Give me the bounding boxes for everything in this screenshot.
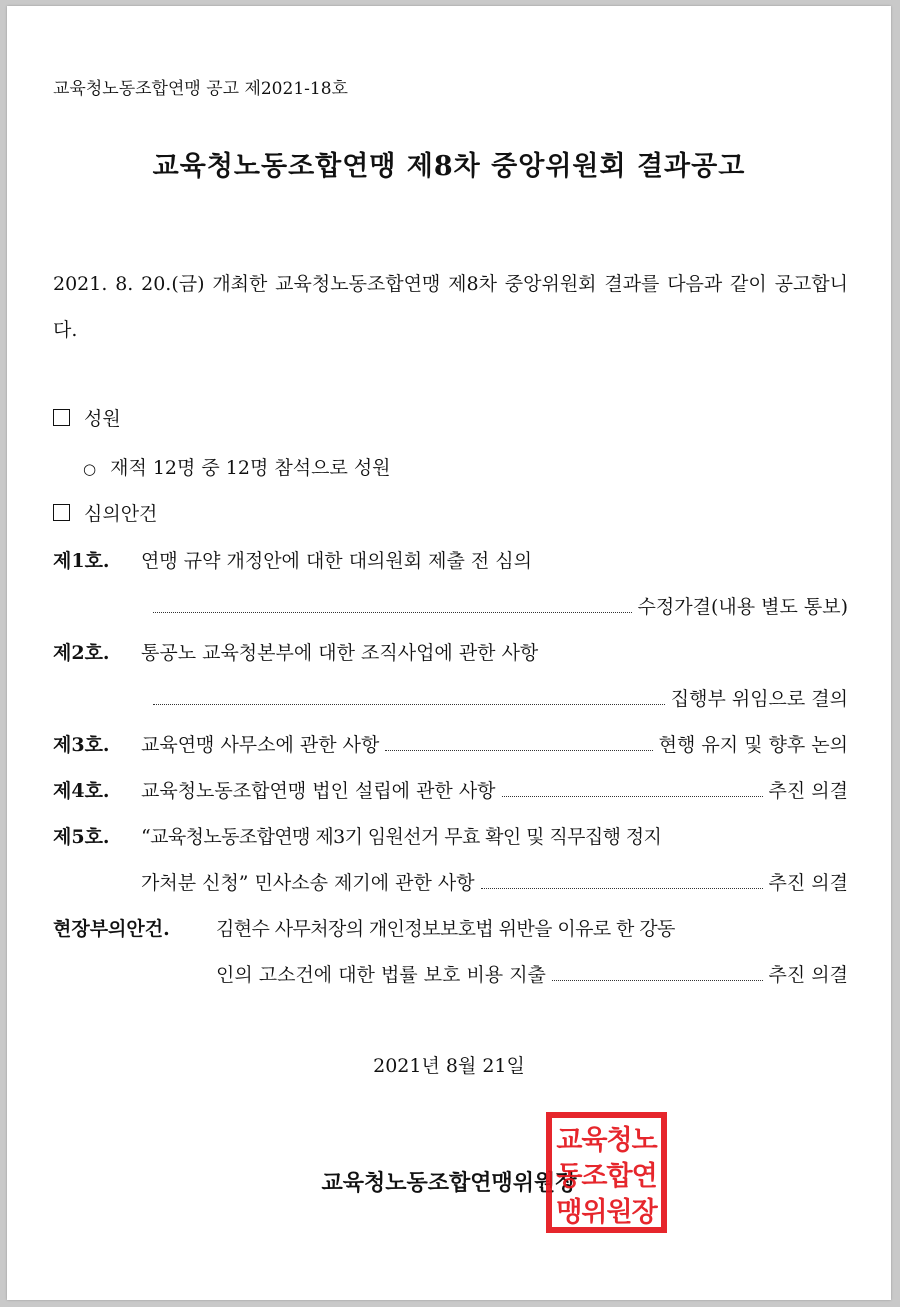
item-text: 김현수 사무처장의 개인정보보호법 위반을 이유로 한 강동 [216, 918, 675, 940]
agenda-item-5-result [141, 868, 848, 895]
item-text-continued: 가처분 신청” 민사소송 제기에 관한 사항 [141, 872, 475, 894]
circle-bullet-icon: ○ [83, 460, 97, 478]
agenda-item-2-result [147, 684, 848, 711]
signer-name: 교육청노동조합연맹위원장 [321, 1170, 577, 1196]
seal-line-1: 교육청노 [556, 1125, 657, 1156]
agenda-item-5 [53, 822, 848, 849]
agenda-item-3 [53, 730, 848, 757]
notice-number: 교육청노동조합연맹 공고 제2021-18호 [53, 79, 348, 99]
item-label: 제4호. [53, 780, 110, 802]
document-title: 교육청노동조합연맹 제8차 중앙위원회 결과공고 [152, 151, 746, 182]
item-text: “교육청노동조합연맹 제3기 임원선거 무효 확인 및 직무집행 정지 [141, 826, 662, 848]
dotted-leader [153, 612, 632, 613]
dotted-leader [502, 796, 763, 797]
official-seal-stamp [546, 1112, 667, 1233]
agenda-item-onsite [53, 914, 848, 941]
item-result: 추진 의결 [768, 780, 848, 802]
dotted-leader [552, 980, 763, 981]
section-quorum [53, 404, 121, 431]
item-text: 교육연맹 사무소에 관한 사항 [141, 734, 380, 756]
item-result: 수정가결(내용 별도 통보) [637, 596, 848, 618]
quorum-text: 재적 12명 중 12명 참석으로 성원 [110, 457, 391, 479]
item-label: 제3호. [53, 734, 110, 756]
dotted-leader [153, 704, 665, 705]
agenda-item-4 [53, 776, 848, 803]
seal-line-3: 맹위원장 [556, 1197, 657, 1228]
item-text-continued: 인의 고소건에 대한 법률 보호 비용 지출 [216, 964, 546, 986]
item-label: 제1호. [53, 550, 110, 572]
dotted-leader [481, 888, 763, 889]
document-page [7, 6, 891, 1300]
quorum-bullet [83, 453, 391, 480]
agenda-item-1-result [147, 592, 848, 619]
agenda-item-onsite-result [216, 960, 848, 987]
checkbox-square-icon [53, 504, 70, 521]
issue-date: 2021년 8월 21일 [373, 1055, 525, 1077]
intro-paragraph: 2021. 8. 20.(금) 개최한 교육청노동조합연맹 제8차 중앙위원회 결과를 다음과 같이 공고합니다. [53, 273, 848, 341]
dotted-leader [385, 750, 652, 751]
agenda-item-2 [53, 638, 848, 665]
section-heading: 성원 [84, 408, 121, 430]
item-result: 추진 의결 [768, 872, 848, 894]
section-heading: 심의안건 [84, 503, 158, 525]
section-agenda [53, 499, 157, 526]
item-result: 추진 의결 [768, 964, 848, 986]
agenda-item-1 [53, 546, 848, 573]
item-label: 현장부의안건. [53, 918, 170, 940]
item-text: 교육청노동조합연맹 법인 설립에 관한 사항 [141, 780, 496, 802]
item-text: 연맹 규약 개정안에 대한 대의원회 제출 전 심의 [141, 550, 533, 572]
item-label: 제2호. [53, 642, 110, 664]
item-label: 제5호. [53, 826, 110, 848]
checkbox-square-icon [53, 409, 70, 426]
seal-line-2: 동조합연 [556, 1161, 657, 1192]
item-text: 통공노 교육청본부에 대한 조직사업에 관한 사항 [141, 642, 539, 664]
item-result: 집행부 위임으로 결의 [670, 688, 848, 710]
item-result: 현행 유지 및 향후 논의 [658, 734, 848, 756]
